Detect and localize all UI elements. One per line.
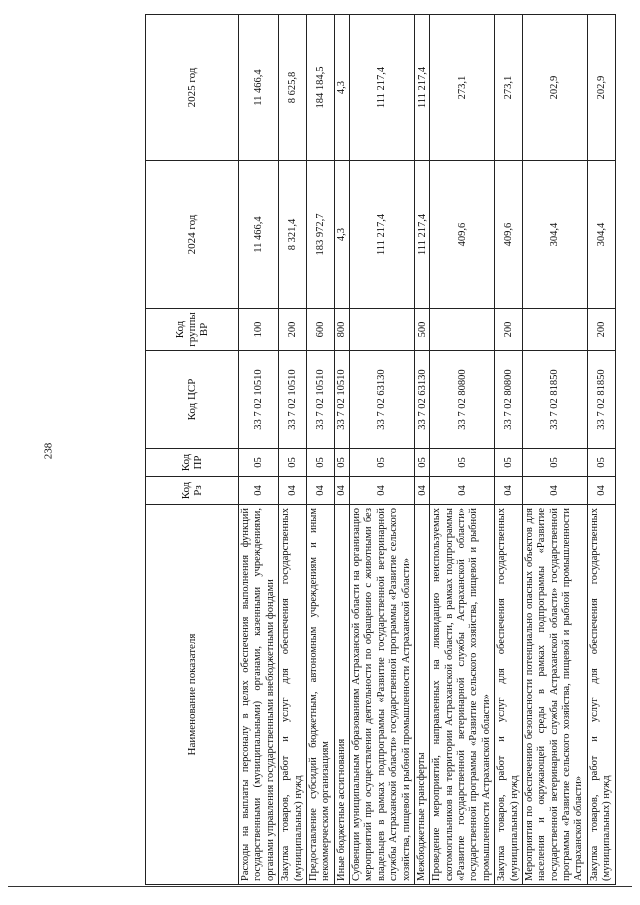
table-row: [239, 15, 279, 885]
row-name: Межбюджетные трансферты: [414, 505, 429, 885]
row-rz: 04: [522, 477, 587, 505]
row-name: Закупка товаров, работ и услуг для обеспечения государственных (муниципальных) нужд: [279, 505, 307, 885]
row-rz: 04: [334, 477, 349, 505]
row-2025: 273,1: [495, 15, 523, 161]
row-vr: [350, 309, 415, 351]
row-2025: 202,9: [587, 15, 615, 161]
table-row: [495, 15, 523, 885]
rotated-table-container: [145, 15, 630, 885]
row-rz: 04: [306, 477, 334, 505]
row-2025: 111 217,4: [414, 15, 429, 161]
row-rz: 04: [350, 477, 415, 505]
header-pr: Код ПР: [146, 449, 239, 477]
row-name: Предоставление субсидий бюджетным, автономным учреждениям и иным некоммерческим организациям: [306, 505, 334, 885]
row-rz: 04: [430, 477, 495, 505]
row-2024: 304,4: [587, 161, 615, 309]
row-name: Проведение мероприятий, направленных на ликвидацию неиспользуемых скотомогильников на территории Астраханской области, в рамках подпрограммы «Развитие государственной ветеринарной службы Астраханской области» государственной программы «Развитие сельского хозяйства, пищевой и рыбной промышленности Астраханской области»: [430, 505, 495, 885]
table-row: [306, 15, 334, 885]
row-csr: 33 7 02 81850: [522, 351, 587, 449]
row-2025: 8 625,8: [279, 15, 307, 161]
row-rz: 04: [239, 477, 279, 505]
row-rz: 04: [587, 477, 615, 505]
row-csr: 33 7 02 10510: [239, 351, 279, 449]
row-csr: 33 7 02 80800: [430, 351, 495, 449]
table-row: [587, 15, 615, 885]
row-2024: 111 217,4: [350, 161, 415, 309]
row-name: Закупка товаров, работ и услуг для обеспечения государственных (муниципальных) нужд: [587, 505, 615, 885]
row-name: Субвенции муниципальным образованиям Астраханской области на организацию мероприятий при осуществлении деятельности по обращению с животными без владельцев в рамках подпрограммы «Развитие государственной ветеринарной службы Астраханской области» государственной программы «Развитие сельского хозяйства, пищевой и рыбной промышленности Астраханской области»: [350, 505, 415, 885]
table-row: [522, 15, 587, 885]
row-pr: 05: [522, 449, 587, 477]
row-vr: [430, 309, 495, 351]
budget-table: [145, 14, 616, 885]
row-2024: 11 466,4: [239, 161, 279, 309]
row-csr: 33 7 02 10510: [279, 351, 307, 449]
row-rz: 04: [495, 477, 523, 505]
row-vr: 200: [279, 309, 307, 351]
header-2025: 2025 год: [146, 15, 239, 161]
row-csr: 33 7 02 80800: [495, 351, 523, 449]
row-2024: 183 972,7: [306, 161, 334, 309]
row-2024: 409,6: [495, 161, 523, 309]
row-pr: 05: [279, 449, 307, 477]
table-row: [414, 15, 429, 885]
header-name: Наименование показателя: [146, 505, 239, 885]
row-pr: 05: [587, 449, 615, 477]
row-pr: 05: [334, 449, 349, 477]
row-name: Расходы на выплаты персоналу в целях обеспечения выполнения функций государственными (муниципальными) органами, казенными учреждениями, органами управления государственными внебюджетными фондами: [239, 505, 279, 885]
row-rz: 04: [414, 477, 429, 505]
table-row: [334, 15, 349, 885]
row-2025: 4,3: [334, 15, 349, 161]
table-row: [430, 15, 495, 885]
table-header-row: [146, 15, 239, 885]
row-csr: 33 7 02 63130: [350, 351, 415, 449]
row-csr: 33 7 02 10510: [306, 351, 334, 449]
row-csr: 33 7 02 10510: [334, 351, 349, 449]
header-csr: Код ЦСР: [146, 351, 239, 449]
row-2024: 111 217,4: [414, 161, 429, 309]
header-2024: 2024 год: [146, 161, 239, 309]
row-vr: 200: [495, 309, 523, 351]
row-name: Закупка товаров, работ и услуг для обеспечения государственных (муниципальных) нужд: [495, 505, 523, 885]
row-2025: 202,9: [522, 15, 587, 161]
row-pr: 05: [350, 449, 415, 477]
row-vr: 200: [587, 309, 615, 351]
row-csr: 33 7 02 81850: [587, 351, 615, 449]
row-name: Мероприятия по обеспечению безопасности потенциально опасных объектов для населения и окружающей среды в рамках подпрограммы «Развитие государственной ветеринарной службы Астраханской области» государственной программы «Развитие сельского хозяйства, пищевой и рыбной промышленности Астраханской области»: [522, 505, 587, 885]
row-2024: 409,6: [430, 161, 495, 309]
header-vr: Код группы ВР: [146, 309, 239, 351]
row-2025: 184 184,5: [306, 15, 334, 161]
row-vr: 600: [306, 309, 334, 351]
row-pr: 05: [306, 449, 334, 477]
row-2024: 304,4: [522, 161, 587, 309]
row-2025: 11 466,4: [239, 15, 279, 161]
row-pr: 05: [430, 449, 495, 477]
row-vr: 500: [414, 309, 429, 351]
row-vr: [522, 309, 587, 351]
row-pr: 05: [414, 449, 429, 477]
row-vr: 100: [239, 309, 279, 351]
row-rz: 04: [279, 477, 307, 505]
row-vr: 800: [334, 309, 349, 351]
row-pr: 05: [495, 449, 523, 477]
row-2025: 273,1: [430, 15, 495, 161]
row-csr: 33 7 02 63130: [414, 351, 429, 449]
row-2024: 4,3: [334, 161, 349, 309]
page-number: 238: [42, 442, 55, 460]
row-2024: 8 321,4: [279, 161, 307, 309]
header-rz: Код Рз: [146, 477, 239, 505]
page-bottom-rule: [8, 886, 632, 887]
row-pr: 05: [239, 449, 279, 477]
table-row: [279, 15, 307, 885]
row-name: Иные бюджетные ассигнования: [334, 505, 349, 885]
row-2025: 111 217,4: [350, 15, 415, 161]
table-row: [350, 15, 415, 885]
